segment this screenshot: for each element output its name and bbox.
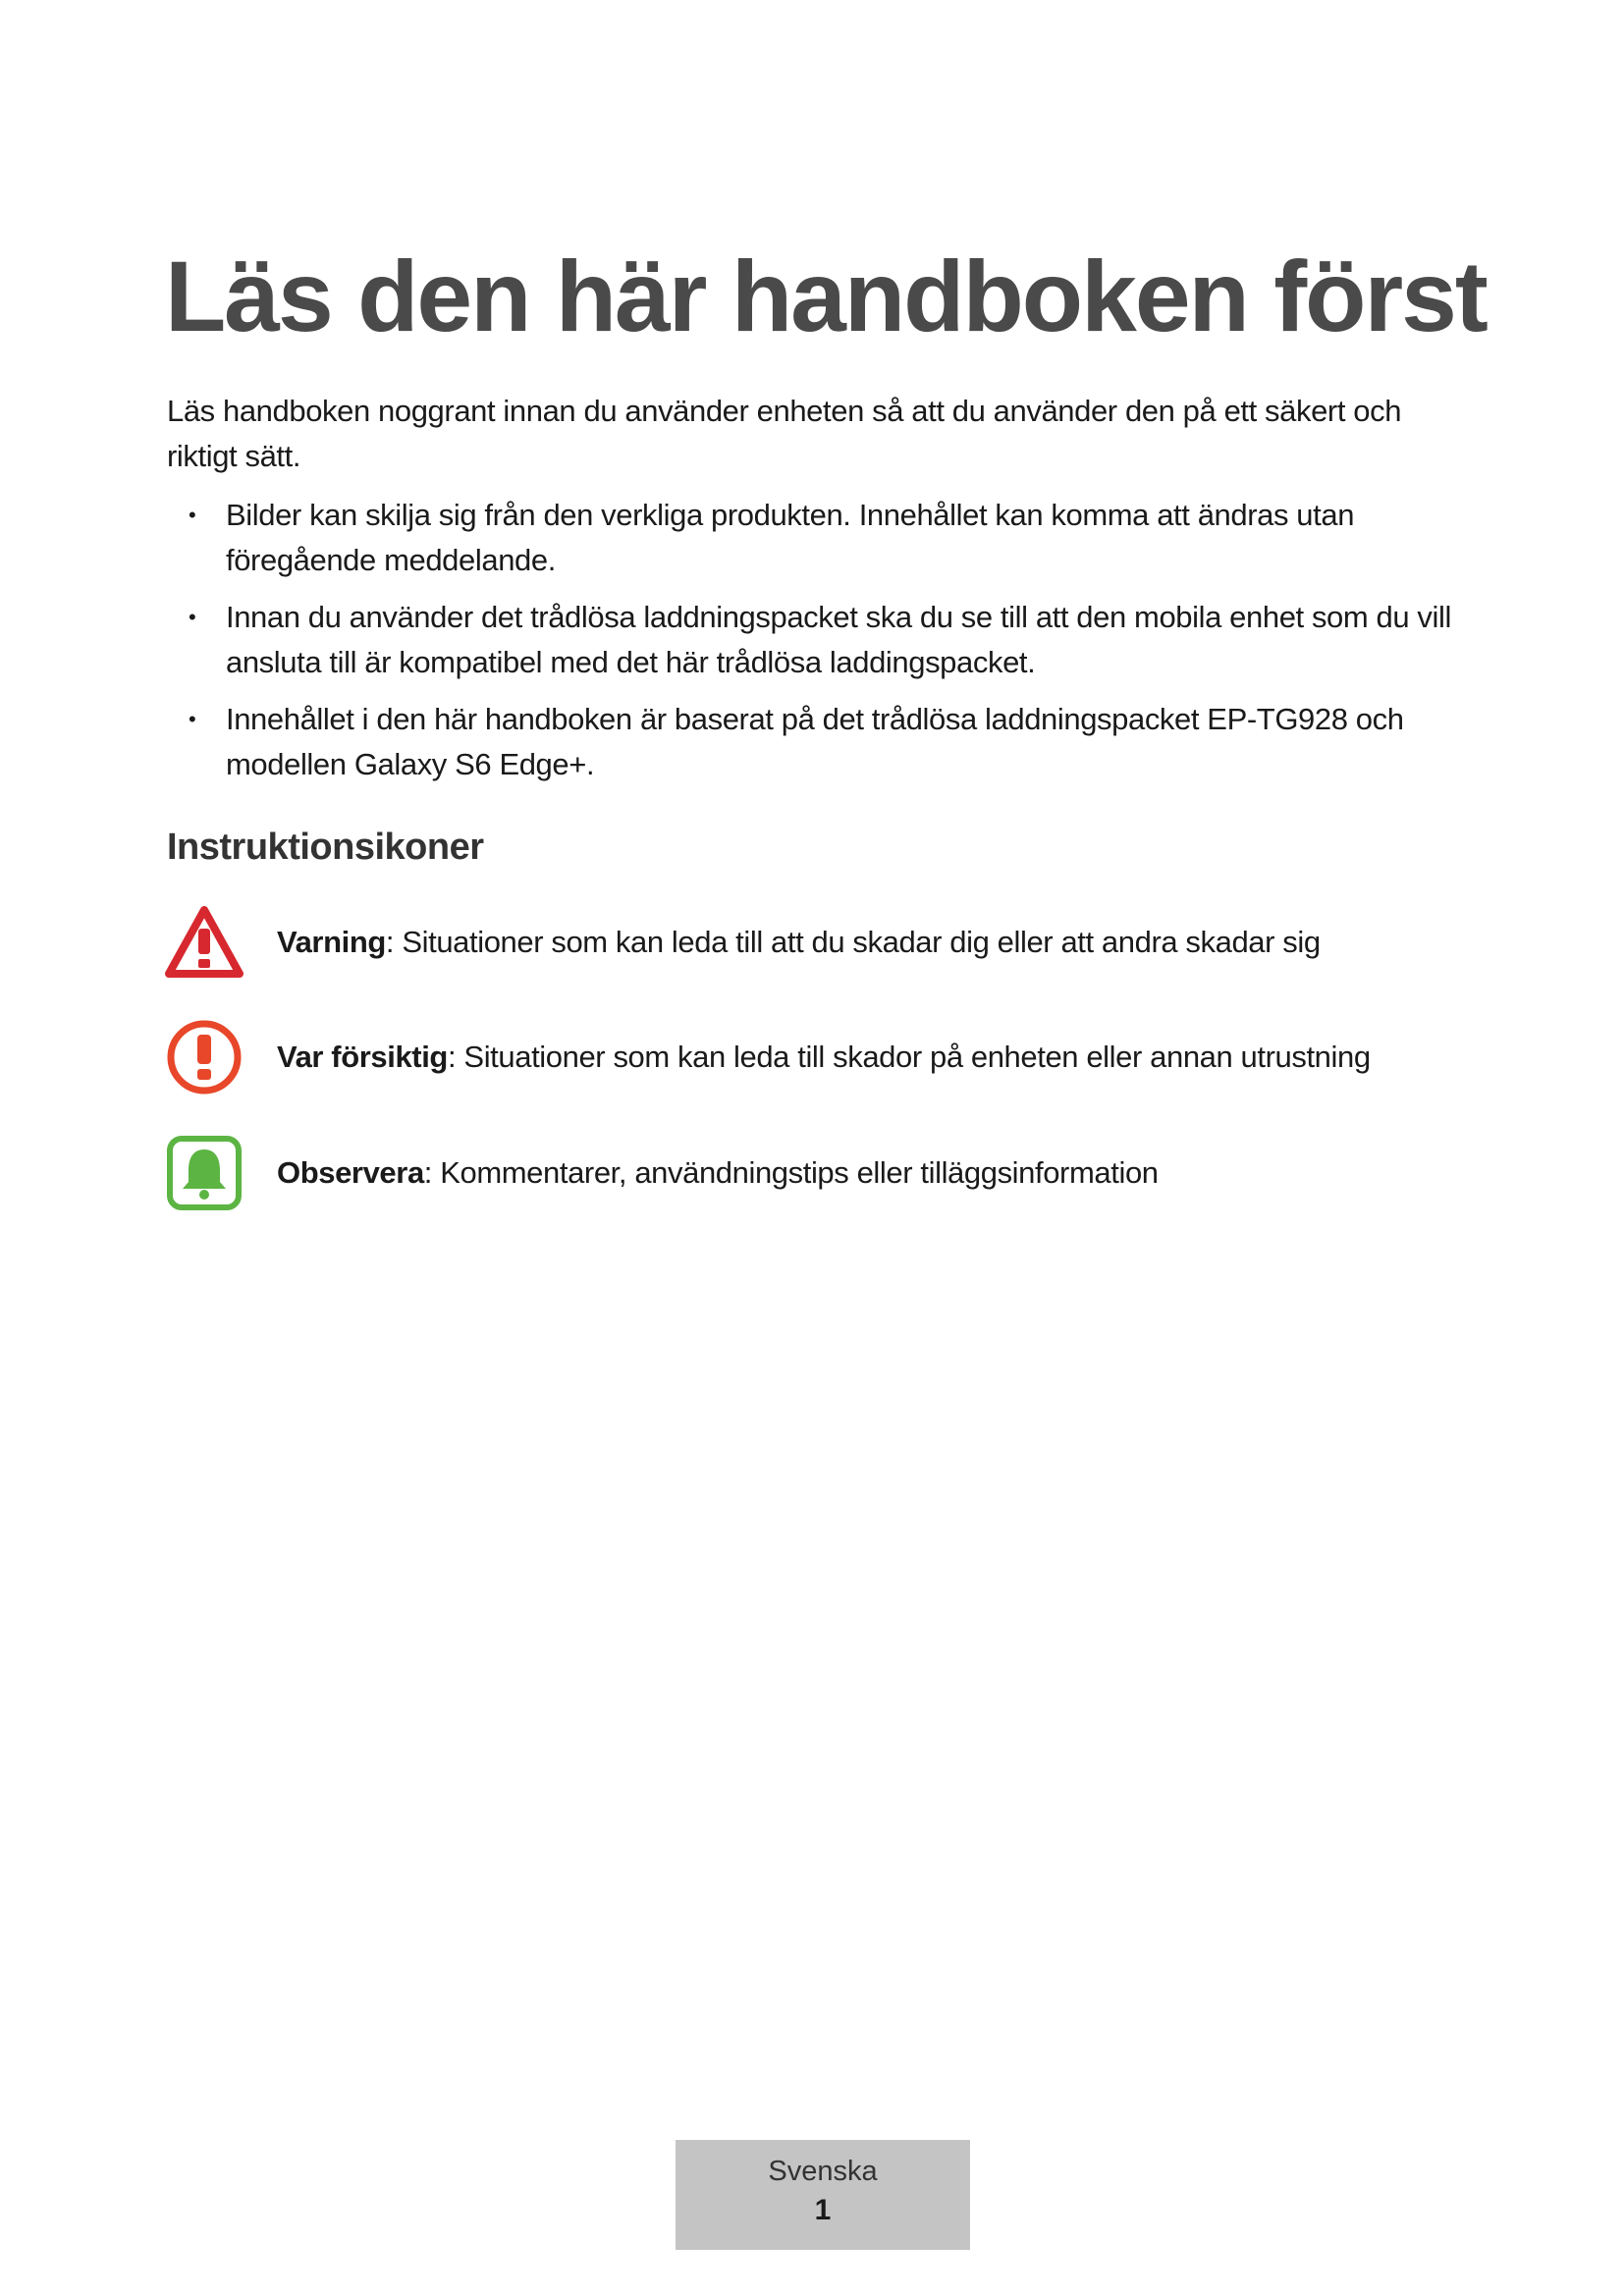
instruction-text: [277, 925, 1321, 960]
bullet-dot: •: [189, 605, 196, 629]
instruction-separator: :: [423, 1155, 441, 1190]
footer-language: Svenska: [768, 2156, 878, 2187]
caution-circle-icon: [165, 1018, 244, 1096]
instruction-row-warning: [165, 903, 1321, 982]
instruction-description: Situationer som kan leda till att du skadar dig eller att andra skadar sig: [402, 925, 1321, 959]
instruction-text: [277, 1155, 1159, 1191]
bullet-item: [167, 493, 1463, 583]
instruction-description: Situationer som kan leda till skador på enheten eller annan utrustning: [463, 1040, 1371, 1074]
warning-triangle-icon: [165, 903, 244, 982]
instruction-description: Kommentarer, användningstips eller tilläggsinformation: [440, 1155, 1159, 1190]
bullet-text: Innehållet i den här handboken är baserat på det trådlösa laddningspacket EP-TG928 och modellen Galaxy S6 Edge+.: [226, 702, 1404, 781]
instruction-separator: :: [447, 1040, 464, 1074]
instruction-row-caution: [165, 1018, 1371, 1096]
instruction-row-note: [165, 1134, 1159, 1212]
instruction-text: [277, 1040, 1371, 1075]
intro-paragraph: Läs handboken noggrant innan du använder enheten så att du använder den på ett säkert och riktigt sätt.: [167, 394, 1402, 473]
footer-page-number: 1: [814, 2194, 832, 2226]
bullet-item: [167, 697, 1463, 787]
page-title: Läs den här handboken först: [165, 240, 1487, 352]
note-bell-icon: [165, 1134, 244, 1212]
instruction-term: Var försiktig: [277, 1040, 448, 1074]
section-heading: Instruktionsikoner: [167, 827, 484, 868]
page-footer: [676, 2140, 970, 2250]
bullet-text: Bilder kan skilja sig från den verkliga produkten. Innehållet kan komma att ändras utan föregående meddelande.: [226, 498, 1355, 577]
bullet-item: [167, 595, 1463, 685]
bullet-dot: •: [189, 707, 196, 731]
bullet-text: Innan du använder det trådlösa laddningspacket ska du se till att den mobila enhet som du vill ansluta till är kompatibel med det här trådlösa laddingspacket.: [226, 600, 1451, 679]
bullet-list: [167, 493, 1463, 799]
bullet-dot: •: [189, 503, 196, 527]
instruction-term: Observera: [277, 1155, 424, 1190]
instruction-term: Varning: [277, 925, 386, 959]
instruction-separator: :: [385, 925, 403, 959]
